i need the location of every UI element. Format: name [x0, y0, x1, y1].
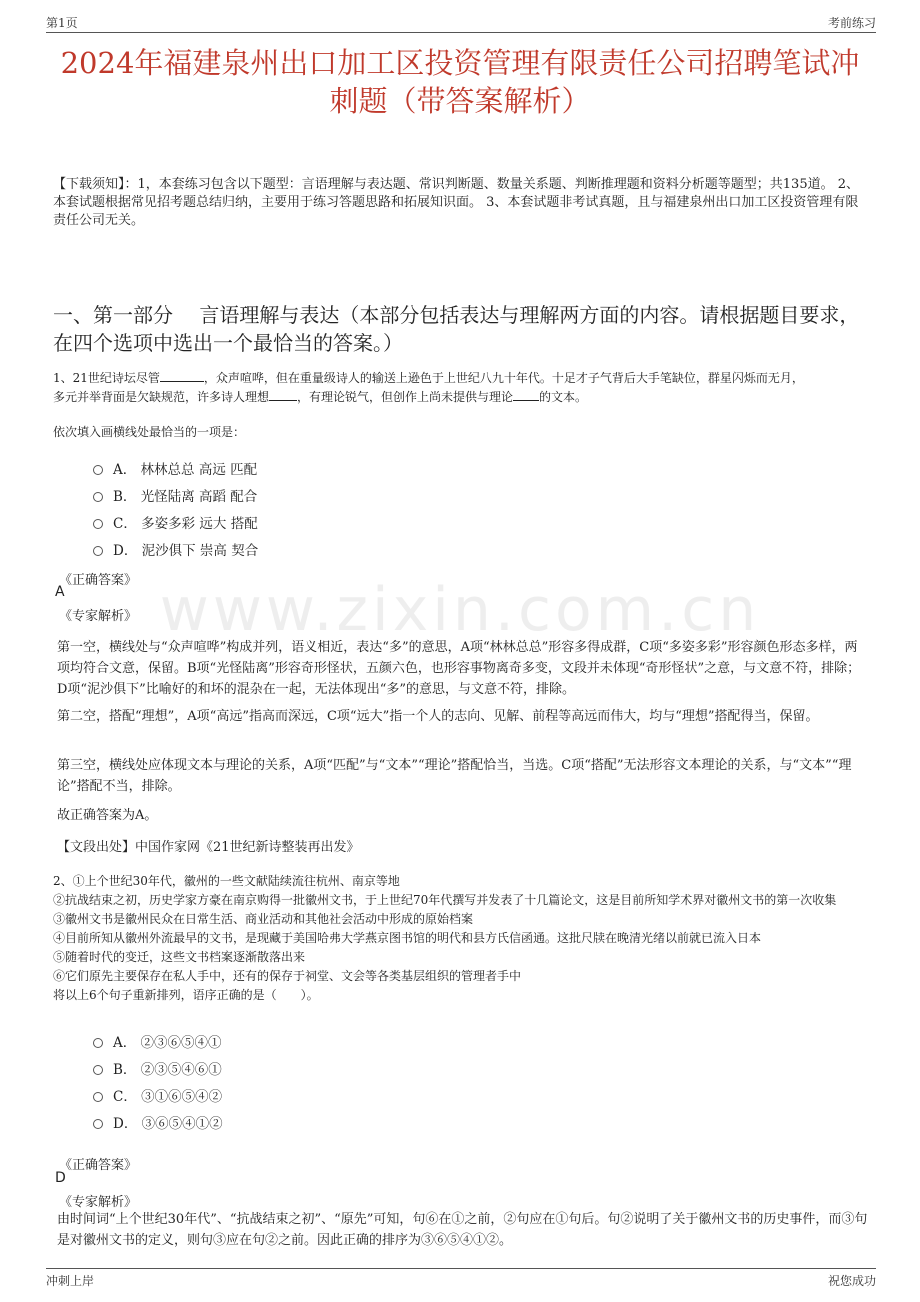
footer-left: 冲刺上岸 — [46, 1274, 95, 1288]
q2-option-d[interactable] — [93, 1112, 223, 1132]
q1-source: 【文段出处】中国作家网《21世纪新诗整装再出发》 — [57, 840, 360, 855]
radio-icon[interactable] — [93, 1119, 103, 1129]
q1-stem-c: 多元并举背面是欠缺规范，许多诗人理想 — [53, 390, 270, 404]
q2-option-a-text: A． ②③⑥⑤④① — [113, 1035, 222, 1051]
q2-line-3: ③徽州文书是徽州民众在日常生活、商业活动和其他社会活动中形成的原始档案 — [53, 912, 474, 926]
q1-blank-1 — [160, 369, 204, 382]
q1-option-c[interactable] — [93, 512, 258, 532]
q1-analysis-label: 《专家解析》 — [59, 609, 138, 624]
q2-answer: D — [55, 1170, 66, 1186]
radio-icon[interactable] — [93, 1038, 103, 1048]
section-heading: 一、第一部分 言语理解与表达（本部分包括表达与理解两方面的内容。请根据题目要求，在四个选项中选出一个最恰当的答案。） — [53, 303, 860, 355]
q1-blank-2 — [269, 388, 297, 401]
q2-line-2: ②抗战结束之初，历史学家方豪在南京购得一批徽州文书，于上世纪70年代撰写并发表了十几篇论文，这是目前所知学术界对徽州文书的第一次收集 — [53, 893, 837, 907]
q1-analysis-1: 第一空，横线处与“众声喧哗”构成并列，语义相近，表达“多”的意思，A项“林林总总”形容多得成群，C项“多姿多彩”形容颜色形态多样，两项均符合文意，保留。B项“光怪陆离”形容奇形怪状，五颜六色，也形容事物离奇多变，文段并未体现“奇形怪状”之意，与文意不符，排除；D项“泥沙俱下”比喻好的和坏的混杂在一起，无法体现出“多”的意思，与文意不符，排除。 — [57, 640, 861, 697]
q1-option-a-text: A． 林林总总 高远 匹配 — [113, 462, 258, 478]
download-notice: 【下载须知】：1，本套练习包含以下题型：言语理解与表达题、常识判断题、数量关系题、判断推理题和资料分析题等题型；共135道。 2、本套试题根据常见招考题总结归纳，主要用于练习答题思路和拓展知识面。 3、本套试题非考试真题，且与福建泉州出口加工区投资管理有限责任公司无关。 — [53, 177, 859, 228]
q2-option-a[interactable] — [93, 1031, 222, 1051]
radio-icon[interactable] — [93, 1065, 103, 1075]
q1-option-c-text: C． 多姿多彩 远大 搭配 — [113, 516, 258, 532]
q1-analysis-3: 第三空，横线处应体现文本与理论的关系，A项“匹配”与“文本”“理论”搭配恰当，当选。C项“搭配”无法形容文本理论的关系，与“文本”“理论”搭配不当，排除。 — [57, 758, 852, 794]
title-line-2: 刺题（带答案解析） — [329, 84, 591, 118]
watermark: www.zixin.com.cn — [159, 575, 761, 645]
q1-analysis-4: 故正确答案为A。 — [57, 808, 158, 823]
header-tag: 考前练习 — [827, 16, 876, 30]
q1-stem-d: ，有理论锐气，但创作上尚未提供与理论 — [297, 390, 514, 404]
q2-option-b[interactable] — [93, 1058, 222, 1078]
footer-right: 祝您成功 — [827, 1274, 876, 1288]
q2-line-6: ⑥它们原先主要保存在私人手中，还有的保存于祠堂、文会等各类基层组织的管理者手中 — [53, 969, 522, 983]
q1-stem-b: ，众声喧哗，但在重量级诗人的输送上逊色于上世纪八九十年代。十足才子气背后大手笔缺位，群星闪烁而无月， — [203, 371, 804, 385]
q2-line-1: 2、①上个世纪30年代，徽州的一些文献陆续流往杭州、南京等地 — [53, 874, 400, 888]
q2-analysis: 由时间词“上个世纪30年代”、“抗战结束之初”、“原先”可知，句⑥在①之前，②句应在①句后。句②说明了关于徽州文书的历史事件，而③句是对徽州文书的定义，则句③应在句②之前。因此正确的排序为③⑥⑤④①②。 — [57, 1212, 868, 1248]
footer-rule — [46, 1268, 876, 1269]
radio-icon[interactable] — [93, 546, 103, 556]
q1-answer-label: 《正确答案》 — [59, 573, 138, 588]
title-line-1: 2024年福建泉州出口加工区投资管理有限责任公司招聘笔试冲 — [60, 46, 860, 80]
q1-prompt: 依次填入画横线处最恰当的一项是： — [53, 425, 246, 439]
radio-icon[interactable] — [93, 465, 103, 475]
q1-stem-a: 1、21世纪诗坛尽管 — [53, 371, 160, 385]
q1-option-b-text: B． 光怪陆离 高蹈 配合 — [113, 489, 258, 505]
q2-option-b-text: B． ②③⑤④⑥① — [113, 1062, 222, 1078]
q1-option-a[interactable] — [93, 458, 257, 478]
radio-icon[interactable] — [93, 519, 103, 529]
q1-option-d[interactable] — [93, 539, 258, 559]
radio-icon[interactable] — [93, 1092, 103, 1102]
q1-answer: A — [55, 584, 65, 600]
q2-option-d-text: D． ③⑥⑤④①② — [113, 1116, 223, 1132]
q2-answer-label: 《正确答案》 — [59, 1158, 138, 1173]
page-number: 第1页 — [46, 16, 78, 30]
header-rule — [46, 32, 876, 33]
q1-option-b[interactable] — [93, 485, 257, 505]
q2-analysis-label: 《专家解析》 — [59, 1195, 138, 1210]
q1-stem — [53, 369, 871, 407]
page-title — [40, 44, 880, 120]
q1-blank-3 — [513, 388, 539, 401]
radio-icon[interactable] — [93, 492, 103, 502]
q1-analysis-2: 第二空，搭配“理想”，A项“高远”指高而深远，C项“远大”指一个人的志向、见解、前程等高远而伟大，均与“理想”搭配得当，保留。 — [57, 709, 819, 724]
q1-stem-e: 的文本。 — [539, 390, 588, 404]
q2-line-4: ④目前所知从徽州外流最早的文书，是现藏于美国哈弗大学燕京图书馆的明代和县方氏信函通。这批尺牍在晚清光绪以前就已流入日本 — [53, 931, 762, 945]
q2-line-5: ⑤随着时代的变迁，这些文书档案逐渐散落出来 — [53, 950, 306, 964]
q2-option-c[interactable] — [93, 1085, 222, 1105]
q1-option-d-text: D． 泥沙俱下 崇高 契合 — [113, 543, 259, 559]
q2-option-c-text: C． ③①⑥⑤④② — [113, 1089, 223, 1105]
q2-stem — [53, 872, 871, 1005]
q2-prompt: 将以上6个句子重新排列，语序正确的是（ ）。 — [53, 988, 319, 1002]
